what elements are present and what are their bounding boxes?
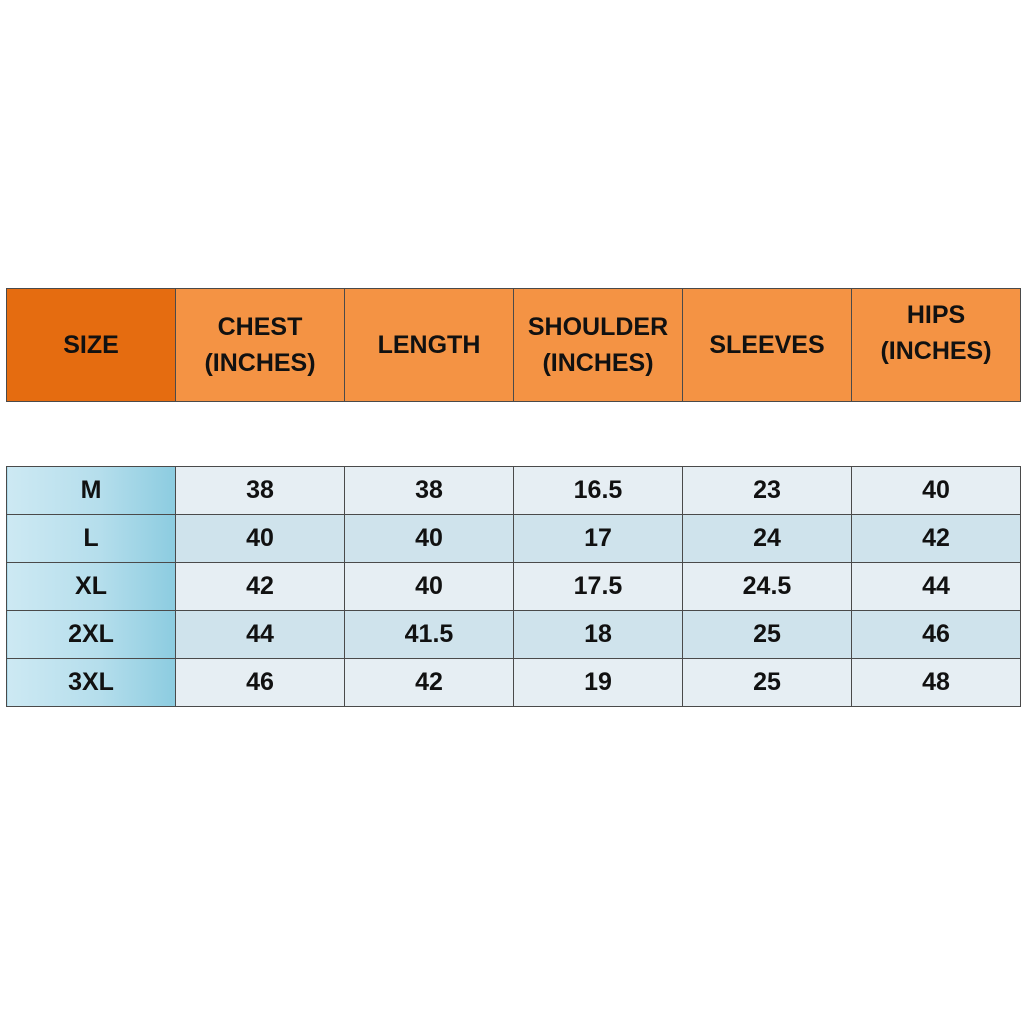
- header-sleeves-label: SLEEVES: [709, 331, 825, 359]
- header-chest: [176, 289, 345, 402]
- chest-cell: 38: [176, 467, 345, 515]
- header-length-label: LENGTH: [377, 331, 481, 359]
- header-shoulder-label: SHOULDER: [527, 313, 669, 341]
- hips-cell: 40: [852, 467, 1021, 515]
- shoulder-cell: 17.5: [514, 563, 683, 611]
- shoulder-cell: 16.5: [514, 467, 683, 515]
- header-chest-label: CHEST: [217, 313, 303, 341]
- blank-cell: [514, 402, 683, 467]
- size-cell: XL: [7, 563, 176, 611]
- size-cell: L: [7, 515, 176, 563]
- blank-cell: [345, 402, 514, 467]
- hips-cell: 48: [852, 659, 1021, 707]
- length-cell: 42: [345, 659, 514, 707]
- size-cell: 3XL: [7, 659, 176, 707]
- blank-cell: [176, 402, 345, 467]
- chest-cell: 42: [176, 563, 345, 611]
- header-sleeves: [683, 289, 852, 402]
- header-hips-label: HIPS: [906, 301, 966, 329]
- table-row-2xl: [7, 611, 1021, 659]
- blank-cell: [683, 402, 852, 467]
- shoulder-cell: 17: [514, 515, 683, 563]
- table-row-m: [7, 467, 1021, 515]
- table-row-xl: [7, 563, 1021, 611]
- sleeves-cell: 24: [683, 515, 852, 563]
- header-length: [345, 289, 514, 402]
- sleeves-cell: 25: [683, 659, 852, 707]
- sleeves-cell: 25: [683, 611, 852, 659]
- header-size: [7, 289, 176, 402]
- header-size-label: SIZE: [63, 331, 119, 359]
- blank-row: [7, 402, 1021, 467]
- size-chart-table: [6, 288, 1021, 707]
- blank-cell: [7, 402, 176, 467]
- hips-cell: 42: [852, 515, 1021, 563]
- size-cell: 2XL: [7, 611, 176, 659]
- length-cell: 41.5: [345, 611, 514, 659]
- length-cell: 40: [345, 563, 514, 611]
- header-row: [7, 289, 1021, 402]
- hips-cell: 46: [852, 611, 1021, 659]
- hips-cell: 44: [852, 563, 1021, 611]
- chest-cell: 40: [176, 515, 345, 563]
- header-chest-unit: (INCHES): [204, 349, 316, 377]
- size-cell: M: [7, 467, 176, 515]
- sleeves-cell: 24.5: [683, 563, 852, 611]
- chest-cell: 46: [176, 659, 345, 707]
- sleeves-cell: 23: [683, 467, 852, 515]
- header-hips-unit: (INCHES): [880, 337, 992, 365]
- blank-cell: [852, 402, 1021, 467]
- table-row-3xl: [7, 659, 1021, 707]
- table-row-l: [7, 515, 1021, 563]
- shoulder-cell: 19: [514, 659, 683, 707]
- header-shoulder-unit: (INCHES): [542, 349, 654, 377]
- header-shoulder: [514, 289, 683, 402]
- header-hips: [852, 289, 1021, 402]
- shoulder-cell: 18: [514, 611, 683, 659]
- length-cell: 38: [345, 467, 514, 515]
- length-cell: 40: [345, 515, 514, 563]
- chest-cell: 44: [176, 611, 345, 659]
